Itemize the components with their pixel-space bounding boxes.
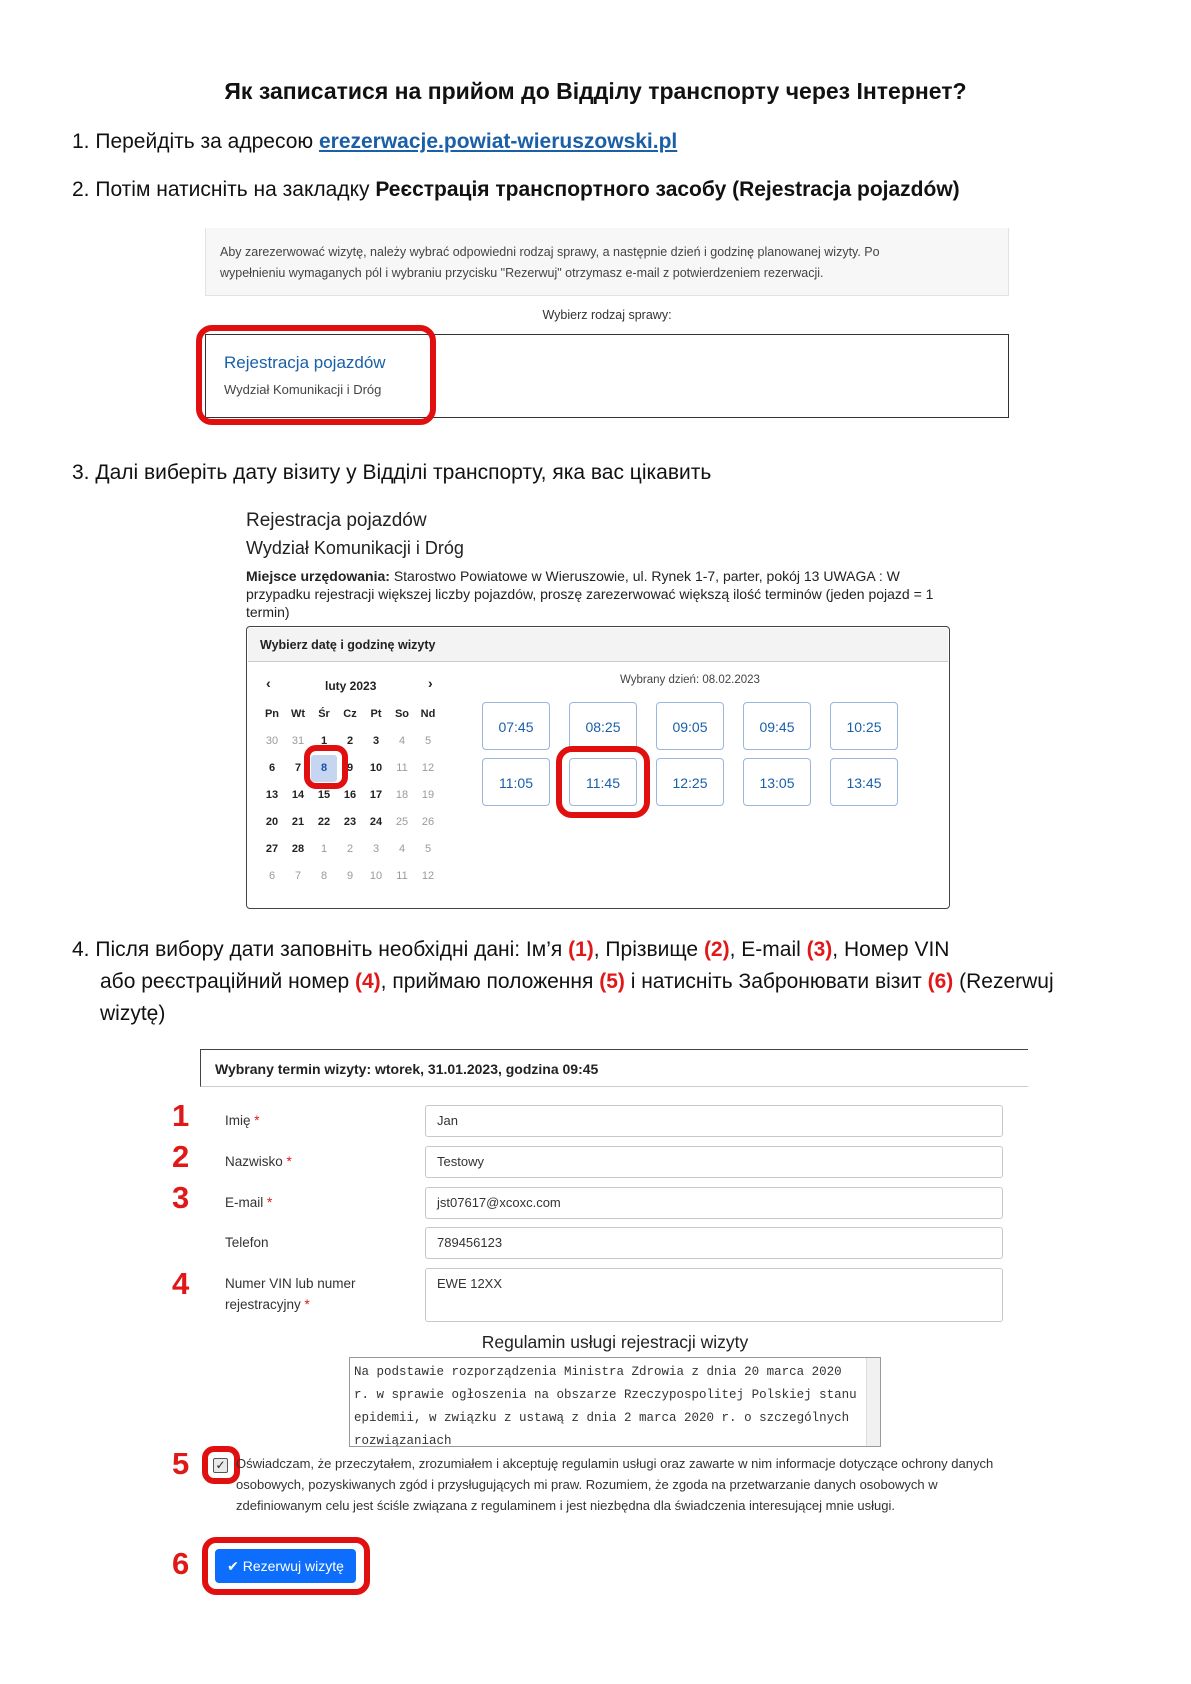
vin-label-line-1: Numer VIN lub numer xyxy=(225,1276,356,1291)
email-label-text: E-mail xyxy=(225,1195,264,1210)
week-row xyxy=(259,809,441,836)
step-4-text: , E-mail xyxy=(729,938,807,961)
checked-checkbox-icon[interactable]: ✓ xyxy=(213,1458,228,1473)
number-marker-5: 5 xyxy=(172,1446,190,1481)
calendar-day: 12 xyxy=(421,762,435,774)
number-marker-1: 1 xyxy=(172,1098,190,1133)
calendar-day: 12 xyxy=(421,870,435,882)
case-type-title[interactable]: Rejestracja pojazdów xyxy=(224,353,386,372)
highlight-selected-day xyxy=(304,745,348,789)
calendar-day: 7 xyxy=(294,870,302,882)
terms-textarea[interactable] xyxy=(349,1357,881,1447)
vin-label xyxy=(225,1273,356,1315)
week-row xyxy=(259,755,441,782)
calendar-day[interactable]: 15 xyxy=(317,789,331,801)
weekday-row xyxy=(259,701,441,728)
chevron-left-icon[interactable]: ‹ xyxy=(266,675,271,691)
calendar-day[interactable]: 9 xyxy=(346,762,354,774)
calendar-day: 4 xyxy=(398,735,406,747)
reserve-visit-label: Rezerwuj wizytę xyxy=(242,1558,344,1574)
calendar-day[interactable]: 2 xyxy=(346,735,354,747)
step-1 xyxy=(72,126,677,158)
last-name-label-text: Nazwisko xyxy=(225,1154,283,1169)
case-type-subtitle: Wydział Komunikacji i Dróg xyxy=(224,382,382,397)
marker-6: (6) xyxy=(927,970,954,993)
step-4-text: і натисніть Забронювати візит xyxy=(624,970,928,993)
calendar-day: 26 xyxy=(421,816,435,828)
calendar-day-selected[interactable]: 8 xyxy=(311,755,337,782)
step-2-bold: Реєстрація транспортного засобу (Rejestracja pojazdów) xyxy=(375,178,960,201)
step-3: 3. Далі виберіть дату візиту у Відділі транспорту, яка вас цікавить xyxy=(72,461,712,484)
choose-type-label: Wybierz rodzaj sprawy: xyxy=(542,308,672,322)
calendar-day[interactable]: 17 xyxy=(369,789,383,801)
calendar-day[interactable]: 6 xyxy=(268,762,276,774)
first-name-input[interactable]: Jan xyxy=(425,1105,1003,1137)
page-title: Як записатися на прийом до Відділу транспорту через Інтернет? xyxy=(224,78,967,104)
calendar-day[interactable]: 28 xyxy=(291,843,305,855)
consent-text: Oświadczam, że przeczytałem, zrozumiałem i akceptuję regulamin usługi oraz zawarte w nim informacje dotyczące ochrony danych osobowych, pozyskiwanych zgód i przysługujących mi praw. Rozumiem, że zgoda na przetwarzanie danych osobowych w zdefiniowanym celu jest ściśle związana z regulaminem i jest niezbędna dla świadczenia interesującej mnie usługi. xyxy=(236,1456,994,1513)
vin-label-line-2: rejestracyjny xyxy=(225,1297,301,1312)
office-title: Rejestracja pojazdów xyxy=(246,510,427,531)
calendar-day: 19 xyxy=(421,789,435,801)
time-slot[interactable]: 09:05 xyxy=(656,702,724,750)
place-label: Miejsce urzędowania: xyxy=(246,568,390,584)
calendar-day: 10 xyxy=(369,870,383,882)
weekday: So xyxy=(394,708,410,720)
place-text: Starostwo Powiatowe w Wieruszowie, ul. Rynek 1-7, parter, pokój 13 UWAGA : W przypadku rejestracji większej liczby pojazdów, proszę zarezerwować większą ilość terminów (jeden pojazd = 1 termin) xyxy=(246,568,934,620)
office-subtitle: Wydział Komunikacji i Dróg xyxy=(246,538,464,558)
number-marker-2: 2 xyxy=(172,1139,190,1174)
phone-input[interactable]: 789456123 xyxy=(425,1227,1003,1259)
calendar-day: 11 xyxy=(396,762,408,774)
calendar-day: 18 xyxy=(395,789,409,801)
number-marker-6: 6 xyxy=(172,1546,190,1581)
calendar-month: luty 2023 xyxy=(325,679,377,693)
highlight-selected-slot xyxy=(556,746,650,818)
calendar-day: 6 xyxy=(268,870,276,882)
info-box xyxy=(205,228,1009,296)
highlight-consent-checkbox xyxy=(202,1446,240,1484)
check-icon: ✔ xyxy=(227,1558,239,1574)
step-4-line-2 xyxy=(100,966,1054,998)
chevron-right-icon[interactable]: › xyxy=(428,675,433,691)
time-slot[interactable]: 07:45 xyxy=(482,702,550,750)
calendar-day[interactable]: 22 xyxy=(317,816,331,828)
highlight-case-type xyxy=(196,325,436,425)
required-mark: * xyxy=(254,1113,260,1128)
calendar-day[interactable]: 1 xyxy=(320,735,328,747)
calendar-day: 3 xyxy=(372,843,380,855)
calendar-day[interactable]: 10 xyxy=(369,762,383,774)
calendar-day[interactable]: 20 xyxy=(265,816,279,828)
weekday: Nd xyxy=(420,708,436,720)
step-2-text: 2. Потім натисніть на закладку xyxy=(72,178,376,201)
weekday: Pt xyxy=(370,708,382,720)
picked-day-label: Wybrany dzień: 08.02.2023 xyxy=(620,674,760,686)
marker-3: (3) xyxy=(806,938,833,961)
first-name-label xyxy=(225,1110,260,1131)
time-slot[interactable]: 12:25 xyxy=(656,758,724,806)
time-slot[interactable]: 10:25 xyxy=(830,702,898,750)
calendar-grid xyxy=(259,701,441,890)
week-row xyxy=(259,836,441,863)
calendar-day: 9 xyxy=(346,870,354,882)
calendar-day[interactable]: 16 xyxy=(343,789,357,801)
marker-5: (5) xyxy=(599,970,625,993)
selected-term-header: Wybrany termin wizyty: wtorek, 31.01.2023, godzina 09:45 xyxy=(200,1049,1028,1087)
vin-textarea[interactable]: EWE 12XX xyxy=(425,1268,1003,1322)
weekday: Śr xyxy=(318,708,330,720)
calendar-day: 25 xyxy=(395,816,409,828)
terms-title: Regulamin usługi rejestracji wizyty xyxy=(481,1332,749,1352)
time-slot[interactable]: 09:45 xyxy=(743,702,811,750)
calendar-day[interactable]: 21 xyxy=(291,816,305,828)
first-name-label-text: Imię xyxy=(225,1113,251,1128)
calendar-day[interactable]: 14 xyxy=(291,789,305,801)
email-input[interactable]: jst07617@xcoxc.com xyxy=(425,1187,1003,1219)
terms-scrollbar[interactable] xyxy=(866,1358,880,1446)
required-mark: * xyxy=(267,1195,273,1210)
time-slot[interactable]: 11:05 xyxy=(482,758,550,806)
time-slot-selected[interactable]: 11:45 xyxy=(569,758,637,806)
step-4-text: , приймаю положення xyxy=(380,970,600,993)
info-line-2: wypełnieniu wymaganych pól i wybraniu przycisku "Rezerwuj" otrzymasz e-mail z potwierdzeniem rezerwacji. xyxy=(220,266,824,280)
marker-2: (2) xyxy=(703,938,730,961)
calendar-day: 30 xyxy=(265,735,279,747)
time-slot[interactable]: 13:45 xyxy=(830,758,898,806)
step-4-line-1 xyxy=(72,934,949,966)
step-2 xyxy=(72,174,960,206)
calendar-day[interactable]: 23 xyxy=(343,816,357,828)
time-slot[interactable]: 08:25 xyxy=(569,702,637,750)
calendar-day[interactable]: 3 xyxy=(372,735,380,747)
step-4-text: (Rezerwuj xyxy=(953,970,1054,993)
calendar-day: 5 xyxy=(424,735,432,747)
step-4-line-3: wizytę) xyxy=(100,1002,166,1025)
calendar-day: 8 xyxy=(320,870,328,882)
calendar-day: 4 xyxy=(398,843,406,855)
calendar-day: 2 xyxy=(346,843,354,855)
step-4-text: , Прізвище xyxy=(593,938,704,961)
weekday: Cz xyxy=(343,708,357,720)
weekday: Wt xyxy=(290,708,306,720)
step-4-text: 4. Після вибору дати заповніть необхідні дані: Ім’я xyxy=(72,938,569,961)
calendar-day[interactable]: 24 xyxy=(369,816,383,828)
office-location xyxy=(246,567,946,621)
marker-4: (4) xyxy=(355,970,381,993)
email-label xyxy=(225,1192,272,1213)
required-mark: * xyxy=(304,1297,310,1312)
required-mark: * xyxy=(286,1154,292,1169)
week-row xyxy=(259,728,441,755)
calendar-day[interactable]: 7 xyxy=(294,762,302,774)
calendar-day[interactable]: 13 xyxy=(265,789,279,801)
calendar-day: 31 xyxy=(291,735,305,747)
calendar-day: 11 xyxy=(396,870,408,882)
time-slot[interactable]: 13:05 xyxy=(743,758,811,806)
calendar-day: 5 xyxy=(424,843,432,855)
step-4-text: або реєстраційний номер xyxy=(100,970,355,993)
reservation-site-link[interactable]: erezerwacje.powiat-wieruszowski.pl xyxy=(318,130,678,153)
week-row xyxy=(259,782,441,809)
calendar-panel-header: Wybierz datę i godzinę wizyty xyxy=(248,628,948,662)
number-marker-3: 3 xyxy=(172,1180,190,1215)
step-4-text: , Номер VIN xyxy=(832,938,950,961)
week-row xyxy=(259,863,441,890)
highlight-reserve-button xyxy=(202,1537,370,1595)
phone-label: Telefon xyxy=(225,1235,269,1250)
marker-1: (1) xyxy=(568,938,594,961)
last-name-label xyxy=(225,1151,292,1172)
weekday: Pn xyxy=(264,708,280,720)
info-line-1: Aby zarezerwować wizytę, należy wybrać odpowiedni rodzaj sprawy, a następnie dzień i godzinę planowanej wizyty. Po xyxy=(220,245,880,259)
last-name-input[interactable]: Testowy xyxy=(425,1146,1003,1178)
step-1-text: 1. Перейдіть за адресою xyxy=(72,130,319,153)
number-marker-4: 4 xyxy=(172,1266,190,1301)
calendar-day: 1 xyxy=(320,843,328,855)
terms-text: Na podstawie rozporządzenia Ministra Zdrowia z dnia 20 marca 2020 r. w sprawie ogłoszenia na obszarze Rzeczypospolitej Polskiej stanu epidemii, w związku z ustawą z dnia 2 marca 2020 r. o szczególnych rozwiązaniach xyxy=(354,1365,857,1447)
calendar-day[interactable]: 27 xyxy=(265,843,279,855)
